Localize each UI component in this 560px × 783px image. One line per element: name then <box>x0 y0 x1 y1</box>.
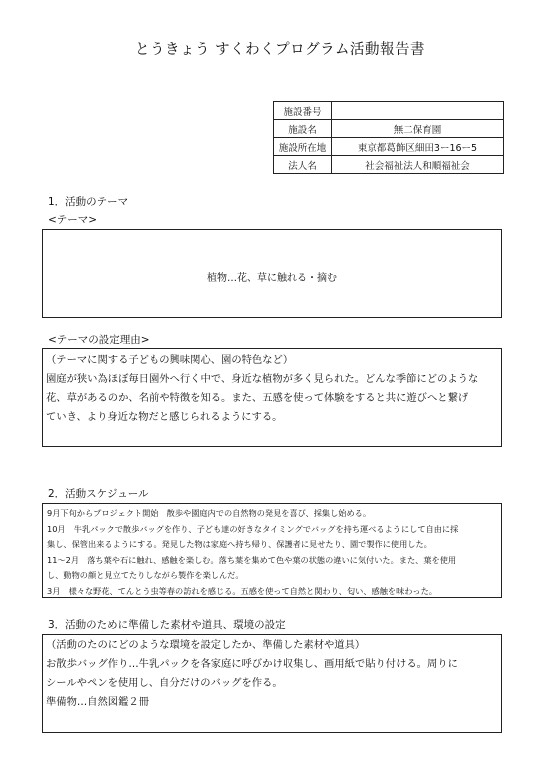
facility-address-value: 東京都葛飾区細田3ー16ー5 <box>332 138 504 156</box>
facility-number-label: 施設番号 <box>274 102 332 120</box>
schedule-line: 10月 牛乳パックで散歩バッグを作り、子ども達の好きなタイミングでバッグを持ち運べるようにして自由に採 <box>47 523 459 534</box>
facility-name-value: 無二保育園 <box>332 120 504 138</box>
table-row <box>274 138 504 156</box>
reason-line: （テーマに関する子どもの興味関心、園の特色など） <box>46 354 294 366</box>
corporation-name-value: 社会福祉法人和順福祉会 <box>332 156 504 174</box>
schedule-box <box>42 503 502 598</box>
theme-box <box>42 229 502 318</box>
reason-line: ていき、より身近な物だと感じられるようにする。 <box>46 411 283 423</box>
schedule-line: し、動物の顔と見立てたりしながら製作を楽しんだ。 <box>47 570 244 580</box>
environment-line: 準備物…自然図鑑２冊 <box>46 696 149 708</box>
environment-line: シールやペンを使用し、自分だけのバッグを作る。 <box>46 677 283 689</box>
page-title: とうきょう すくわくプログラム活動報告書 <box>135 42 425 58</box>
environment-line: （活動のたのにどのような環境を設定したか、準備した素材や道具） <box>46 639 366 651</box>
reason-label: <テーマの設定理由> <box>48 334 150 346</box>
reason-box <box>42 348 502 447</box>
facility-info-table <box>273 101 504 174</box>
section2-heading: 2．活動スケジュール <box>48 488 149 500</box>
schedule-line: 11～2月 落ち葉や石に触れ、感触を楽しむ。落ち葉を集めて色や葉の状態の違いに気付いた。また、葉を使用 <box>47 554 457 565</box>
theme-label: <テーマ> <box>48 214 98 226</box>
theme-text: 植物…花、草に触れる・摘む <box>207 273 337 284</box>
schedule-line: 3月 様々な野花、てんとう虫等春の訪れを感じる。五感を使って自然と関わり、匂い、感触を味わった。 <box>47 585 437 596</box>
section1-heading: 1．活動のテーマ <box>48 196 129 208</box>
table-row <box>274 120 504 138</box>
schedule-line: 集し、保管出来るようにする。発見した物は家庭へ持ち帰り、保護者に見せたり、園で製作に使用した。 <box>47 539 432 549</box>
reason-line: 花、草があるのか、名前や特徴を知る。また、五感を使って体験をすると共に遊びへと繋げ <box>46 392 469 404</box>
environment-line: お散歩バッグ作り…牛乳パックを各家庭に呼びかけ収集し、画用紙で貼り付ける。周りに <box>46 658 458 670</box>
table-row <box>274 156 504 174</box>
environment-box <box>42 634 502 733</box>
section3-heading: 3．活動のために準備した素材や道具、環境の設定 <box>48 619 286 631</box>
corporation-name-label: 法人名 <box>274 156 332 174</box>
facility-name-label: 施設名 <box>274 120 332 138</box>
schedule-line: 9月下旬からプロジェクト開始 散歩や園庭内での自然物の発見を喜び、採集し始める。 <box>47 508 372 518</box>
facility-address-label: 施設所在地 <box>274 138 332 156</box>
reason-line: 園庭が狭い為ほぼ毎日園外へ行く中で、身近な植物が多く見られた。どんな季節にどのような <box>46 373 479 385</box>
facility-number-value <box>332 102 504 120</box>
table-row <box>274 102 504 120</box>
